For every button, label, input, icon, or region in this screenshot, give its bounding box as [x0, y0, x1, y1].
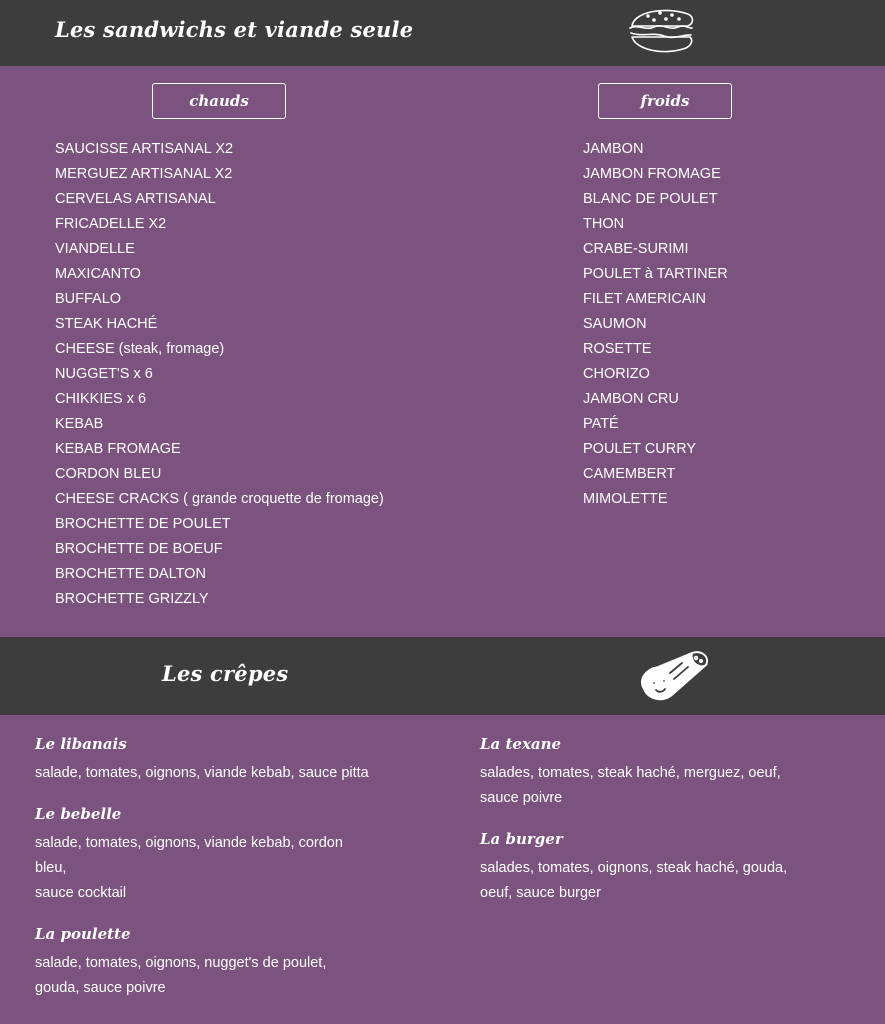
crepe-item — [35, 922, 415, 1001]
list-item: SAUMON — [583, 316, 647, 332]
list-item: MIMOLETTE — [583, 491, 668, 507]
crepes-right-column — [480, 732, 860, 922]
crepe-description-line: salade, tomates, oignons, viande kebab, cordon — [35, 835, 343, 851]
crepe-description-line: salades, tomates, oignons, steak haché, gouda, — [480, 860, 788, 876]
sandwich-icon — [624, 4, 696, 60]
sandwich-section-title: Les sandwichs et viande seule — [55, 17, 414, 42]
list-item: CAMEMBERT — [583, 466, 676, 482]
list-item: VIANDELLE — [55, 241, 135, 257]
list-item: CHORIZO — [583, 366, 650, 382]
crepe-item — [35, 732, 415, 786]
hot-category-label: chauds — [152, 83, 286, 119]
list-item: SAUCISSE ARTISANAL X2 — [55, 141, 234, 157]
cold-category-label: froids — [598, 83, 732, 119]
crepes-section-header — [0, 637, 885, 715]
list-item: CHEESE CRACKS ( grande croquette de fromage) — [55, 491, 384, 507]
crepe-description-line: oeuf, sauce burger — [480, 885, 601, 901]
list-item: CERVELAS ARTISANAL — [55, 191, 216, 207]
list-item: BROCHETTE GRIZZLY — [55, 591, 209, 607]
crepe-description-line: gouda, sauce poivre — [35, 980, 166, 996]
list-item: KEBAB — [55, 416, 104, 432]
list-item: STEAK HACHÉ — [55, 316, 158, 332]
list-item: CRABE-SURIMI — [583, 241, 689, 257]
list-item: BROCHETTE DE BOEUF — [55, 541, 223, 557]
crepe-item — [480, 732, 860, 811]
list-item: JAMBON FROMAGE — [583, 166, 721, 182]
list-item: MERGUEZ ARTISANAL X2 — [55, 166, 233, 182]
sandwich-section-header — [0, 0, 885, 66]
crepe-wrap-icon — [634, 645, 712, 707]
list-item: POULET CURRY — [583, 441, 697, 457]
crepe-description — [35, 761, 415, 786]
list-item: CHEESE (steak, fromage) — [55, 341, 225, 357]
crepe-description-line: salade, tomates, oignons, viande kebab, sauce pitta — [35, 765, 369, 781]
crepe-description — [480, 856, 860, 906]
list-item: CORDON BLEU — [55, 466, 162, 482]
list-item: JAMBON CRU — [583, 391, 679, 407]
list-item: BUFFALO — [55, 291, 122, 307]
crepe-name: La texane — [480, 735, 562, 753]
list-item: THON — [583, 216, 625, 232]
cold-items-list — [583, 137, 728, 512]
list-item: JAMBON — [583, 141, 644, 157]
crepes-section-title: Les crêpes — [162, 661, 289, 686]
crepe-description-line: salade, tomates, oignons, nugget's de poulet, — [35, 955, 327, 971]
crepe-description — [480, 761, 860, 811]
list-item: BLANC DE POULET — [583, 191, 718, 207]
list-item: FRICADELLE X2 — [55, 216, 167, 232]
list-item: POULET à TARTINER — [583, 266, 728, 282]
crepes-left-column — [35, 732, 415, 1017]
crepe-name: Le libanais — [35, 735, 127, 753]
crepe-item — [480, 827, 860, 906]
list-item: MAXICANTO — [55, 266, 141, 282]
crepe-name: La poulette — [35, 925, 131, 943]
crepe-description-line: sauce poivre — [480, 790, 563, 806]
hot-items-list — [55, 137, 384, 612]
list-item: NUGGET'S x 6 — [55, 366, 153, 382]
list-item: BROCHETTE DE POULET — [55, 516, 231, 532]
crepe-name: La burger — [480, 830, 563, 848]
crepe-description — [35, 951, 415, 1001]
list-item: CHIKKIES x 6 — [55, 391, 147, 407]
crepe-description — [35, 831, 415, 906]
list-item: PATÉ — [583, 416, 619, 432]
crepe-description-line: bleu, — [35, 860, 67, 876]
list-item: ROSETTE — [583, 341, 652, 357]
crepe-description-line: salades, tomates, steak haché, merguez, oeuf, — [480, 765, 781, 781]
list-item: BROCHETTE DALTON — [55, 566, 206, 582]
crepe-name: Le bebelle — [35, 805, 122, 823]
crepe-item — [35, 802, 415, 906]
crepe-description-line: sauce cocktail — [35, 885, 127, 901]
list-item: KEBAB FROMAGE — [55, 441, 181, 457]
list-item: FILET AMERICAIN — [583, 291, 707, 307]
